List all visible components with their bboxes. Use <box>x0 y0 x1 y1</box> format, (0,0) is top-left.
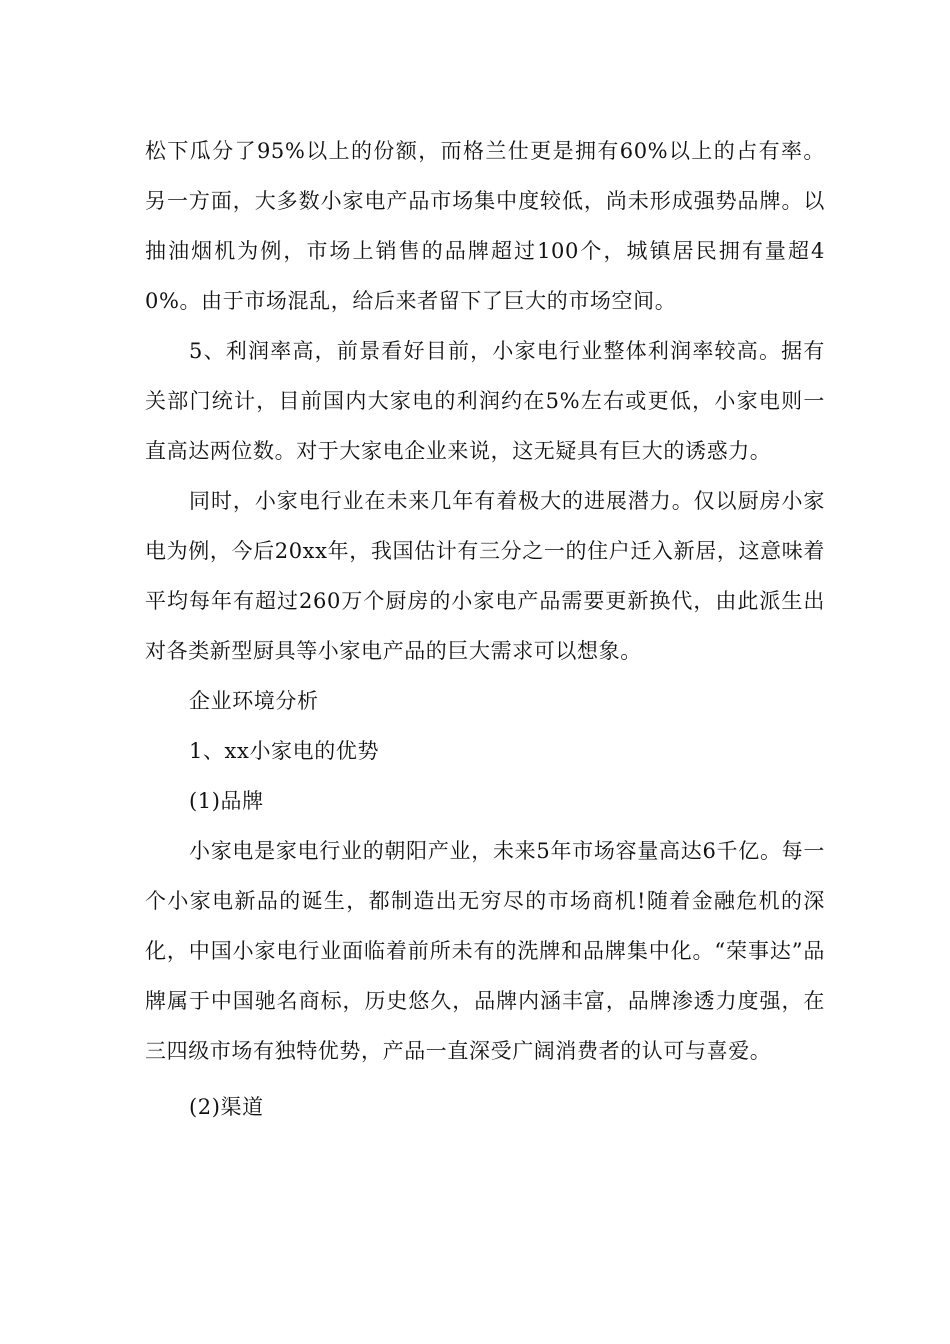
document-body <box>145 126 825 1132</box>
paragraph-profit-rate: 5、利润率高，前景看好目前，小家电行业整体利润率较高。据有关部门统计，目前国内大家电的利润约在5%左右或更低，小家电则一直高达两位数。对于大家电企业来说，这无疑具有巨大的诱惑力。 <box>145 339 825 463</box>
heading-channel: (2)渠道 <box>189 1095 264 1119</box>
heading-brand: (1)品牌 <box>189 789 264 813</box>
paragraph-brand: 小家电是家电行业的朝阳产业，未来5年市场容量高达6千亿。每一个小家电新品的诞生，都制造出无穷尽的市场商机!随着金融危机的深化，中国小家电行业面临着前所未有的洗牌和品牌集中化。“荣事达”品牌属于中国驰名商标，历史悠久，品牌内涵丰富，品牌渗透力度强，在三四级市场有独特优势，产品一直深受广阔消费者的认可与喜爱。 <box>145 839 825 1063</box>
paragraph-market-share: 松下瓜分了95%以上的份额，而格兰仕更是拥有60%以上的占有率。另一方面，大多数小家电产品市场集中度较低，尚未形成强势品牌。以抽油烟机为例，市场上销售的品牌超过100个，城镇居民拥有量超40%。由于市场混乱，给后来者留下了巨大的市场空间。 <box>145 139 825 313</box>
paragraph-growth-potential: 同时，小家电行业在未来几年有着极大的进展潜力。仅以厨房小家电为例，今后20xx年，我国估计有三分之一的住户迁入新居，这意味着平均每年有超过260万个厨房的小家电产品需要更新换代，由此派生出对各类新型厨具等小家电产品的巨大需求可以想象。 <box>145 489 825 663</box>
heading-enterprise-environment: 企业环境分析 <box>189 689 319 713</box>
heading-advantages: 1、xx小家电的优势 <box>189 739 380 763</box>
